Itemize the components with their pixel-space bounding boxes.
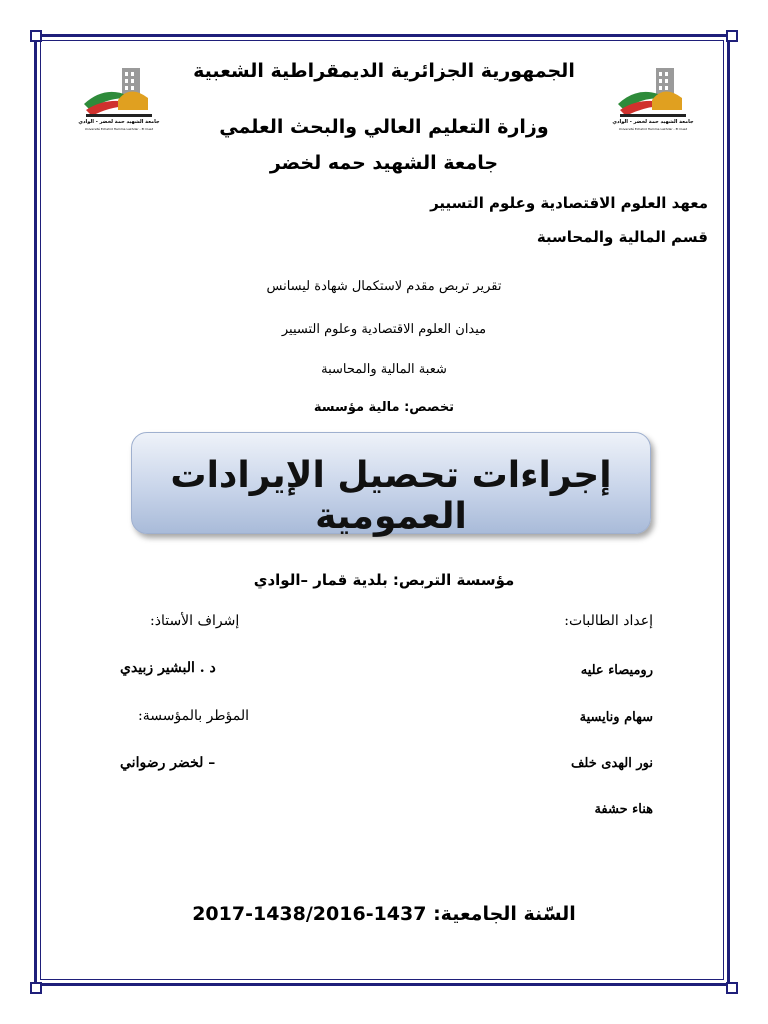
university-heading: جامعة الشهيد حمه لخضر — [269, 152, 499, 174]
logo-caption: جامعة الشهيد حمة لخضر - الوادي — [78, 119, 160, 125]
department-name: قسم المالية والمحاسبة — [536, 228, 708, 246]
student-name: سهام ونايسية — [579, 710, 653, 725]
internship-institution: مؤسسة التربص: بلدية قمار –الوادي — [253, 571, 515, 589]
corner-ornament — [30, 982, 42, 994]
supervisor-name: د . البشير زبيدي — [120, 660, 216, 676]
student-name: روميصاء عليه — [580, 663, 653, 678]
academic-year: السّنة الجامعية: 1437-1438/2016-2017 — [192, 903, 576, 925]
ministry-heading: وزارة التعليم العالي والبحث العلمي — [219, 116, 549, 138]
corner-ornament — [726, 30, 738, 42]
institution-supervisor-label: المؤطر بالمؤسسة: — [138, 708, 249, 724]
logo-caption: جامعة الشهيد حمة لخضر - الوادي — [612, 119, 694, 125]
logo-subcaption: Université Echahid Hamma Lakhdar - El Oued — [618, 127, 688, 131]
student-name: نور الهدى خلف — [570, 756, 653, 771]
report-field: ميدان العلوم الاقتصادية وعلوم التسيير — [281, 322, 487, 337]
title-box — [131, 432, 651, 537]
student-name: هناء حشفة — [594, 802, 653, 817]
institute-name: معهد العلوم الاقتصادية وعلوم التسيير — [430, 194, 708, 212]
republic-heading: الجمهورية الجزائرية الديمقراطية الشعبية — [193, 60, 575, 82]
institution-supervisor-name: – لخضر رضواني — [120, 755, 216, 771]
students-label: إعداد الطالبات: — [564, 613, 653, 629]
corner-ornament — [30, 30, 42, 42]
supervisor-label: إشراف الأستاذ: — [150, 613, 240, 629]
report-title: إجراءات تحصيل الإيرادات العمومية — [170, 455, 612, 537]
report-purpose: تقرير تربص مقدم لاستكمال شهادة ليسانس — [266, 279, 502, 294]
corner-ornament — [726, 982, 738, 994]
report-branch: شعبة المالية والمحاسبة — [321, 362, 447, 377]
logo-subcaption: Université Echahid Hamma Lakhdar - El Oued — [84, 127, 154, 131]
report-specialty: تخصص: مالية مؤسسة — [313, 400, 455, 415]
